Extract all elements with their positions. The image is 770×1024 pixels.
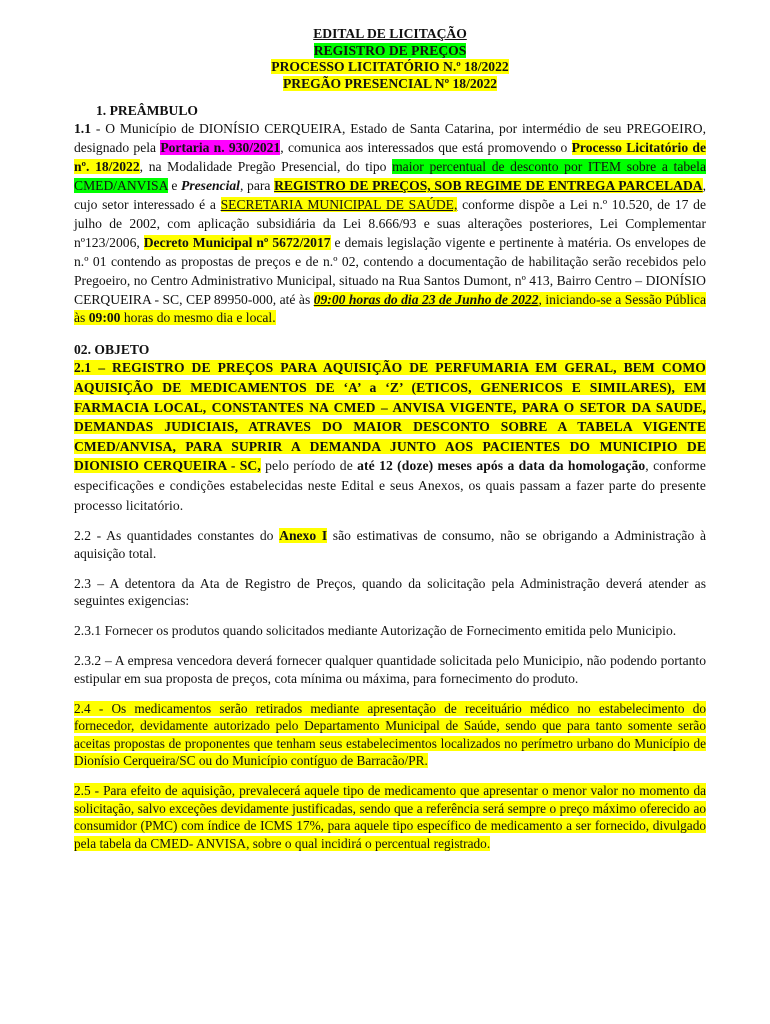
preambulo-paragraph [74, 120, 706, 328]
p25-highlight: 2.5 - Para efeito de aquisição, prevalecerá aquele tipo de medicamento que apresentar o menor valor no momento da solicitação, salvo exceções devidamente justificadas, sendo que a referência será sempre o preço máximo oferecido ao consumidor (PMC) com índice de ICMS 17%, para aquele tipo específico de medicamento a ser fornecido, divulgado pela tabela da CMED- ANVISA, sobre o qual incidirá o percentual registrado. [74, 783, 706, 851]
preambulo-heading: 1. PREÂMBULO [96, 103, 198, 119]
preambulo-text-10: horas do mesmo dia e local. [120, 310, 276, 326]
preambulo-text-2: , comunica aos interessados que está promovendo o [280, 140, 572, 156]
prazo-text: até 12 (doze) meses após a data da homologação [357, 458, 646, 474]
p24-highlight: 2.4 - Os medicamentos serão retirados mediante apresentação de receituário médico no estabelecimento do fornecedor, devidamente autorizado pelo Departamento Municipal de Saúde, sendo que para tanto somente serão aceitas propostas de proponentes que tenham seus estabelecimentos localizados no perímetro urbano do Município de Dionísio Cerqueira/SC ou do Município contíguo de Barracão/PR. [74, 700, 706, 769]
preambulo-text-6: , cujo setor interessado é a [74, 178, 706, 212]
tipo-highlight: maior percentual de desconto por ITEM sobre a tabela CMED/ANVISA [74, 159, 706, 194]
p22-text-2: são estimativas de consumo, não se obrigando a Administração à aquisição total. [74, 528, 706, 561]
paragraph-2-3-1: 2.3.1 Fornecer os produtos quando solicitados mediante Autorização de Fornecimento emitida pelo Municipio. [74, 623, 677, 639]
objeto-text-2: , conforme especificações e condições estabelecidas neste Edital e seus Anexos, os quais passam a fazer parte do presente processo licitatório. [74, 458, 706, 513]
preambulo-text-4: e [167, 178, 182, 194]
preambulo-text-5: , para [239, 178, 275, 194]
presencial-text: Presencial [181, 178, 240, 194]
paragraph-2-5 [74, 782, 706, 852]
document-page [74, 26, 706, 852]
preambulo-text-1: - O Município de DIONÍSIO CERQUEIRA, Estado de Santa Catarina, por intermédio de seu PREGOEIRO, designado pela [74, 121, 706, 156]
anexo-highlight: Anexo I [279, 528, 328, 544]
paragraph-2-4 [74, 700, 706, 770]
objeto-highlight: 2.1 – REGISTRO DE PREÇOS PARA AQUISIÇÃO DE PERFUMARIA EM GERAL, BEM COMO AQUISIÇÃO DE MEDICAMENTOS DE ‘A’ a ‘Z’ (ETICOS, GENERICOS E SIMILARES), EM FARMACIA LOCAL, CONSTANTES NA CMED – ANVISA VIGENTE, PARA O SETOR DA SAUDE, DEMANDAS JUDICIAIS, ATRAVES DO MAIOR DESCONTO SOBRE A TABELA VIGENTE CMED/ANVISA, PARA SUPRIR A DEMANDA JUNTO AOS PACIENTES DO MUNICIPIO DE DIONISIO CERQUEIRA - SC, [74, 360, 706, 474]
document-header [74, 26, 706, 92]
objeto-paragraph [74, 358, 706, 515]
secretaria-highlight: SECRETARIA MUNICIPAL DE SAÚDE, [220, 197, 458, 212]
preambulo-text-3: , na Modalidade Pregão Presencial, do tipo [139, 159, 393, 175]
portaria-highlight: Portaria n. 930/2021 [160, 140, 281, 156]
registro-highlight: REGISTRO DE PREÇOS, SOB REGIME DE ENTREGA PARCELADA [274, 178, 703, 194]
hora2-highlight: 09:00 [88, 310, 121, 326]
decreto-highlight: Decreto Municipal nº 5672/2017 [143, 234, 331, 250]
edital-title: EDITAL DE LICITAÇÃO [313, 26, 467, 41]
objeto-heading: 02. OBJETO [74, 342, 150, 358]
registro-precos-heading: REGISTRO DE PREÇOS [313, 42, 467, 58]
objeto-text-1: pelo período de [260, 458, 358, 474]
hora-highlight: 09:00 horas do dia 23 de Junho de 2022 [313, 291, 539, 307]
p22-text-1: 2.2 - As quantidades constantes do [74, 528, 280, 544]
preambulo-text-7: conforme dispõe a Lei n.º 10.520, de 17 de julho de 2002, com aplicação subsidiária da Lei 8.666/93 e suas alterações posteriores, Lei Complementar nº123/2006, [74, 197, 706, 250]
preambulo-text-9: , iniciando-se a Sessão Pública às [74, 291, 706, 326]
preambulo-text-8: e demais legislação vigente e pertinente à matéria. Os envelopes de n.º 01 contendo as propostas de preços e de n.º 02, contendo a documentação de habilitação serão recebidos pelo Pregoeiro, no Centro Administrativo Municipal, situado na Rua Santos Dumont, nº 413, Bairro Centro – DIONÍSIO CERQUEIRA - SC, CEP 89950-000, até às [74, 234, 706, 307]
paragraph-2-2 [74, 527, 706, 563]
processo-highlight: Processo Licitatório de nº. 18/2022 [74, 140, 707, 175]
paragraph-2-3-2: 2.3.2 – A empresa vencedora deverá fornecer qualquer quantidade solicitada pelo Municipio, não podendo portanto estipular em sua proposta de preços, cota mínima ou máxima, para fornecimento do produto. [74, 653, 706, 686]
preambulo-num: 1.1 [74, 121, 91, 137]
pregao-heading: PREGÃO PRESENCIAL Nº 18/2022 [282, 75, 498, 91]
processo-heading: PROCESSO LICITATÓRIO N.º 18/2022 [271, 59, 509, 75]
paragraph-2-3: 2.3 – A detentora da Ata de Registro de Preços, quando da solicitação pela Administração deverá atender as seguintes exigencias: [74, 575, 706, 609]
